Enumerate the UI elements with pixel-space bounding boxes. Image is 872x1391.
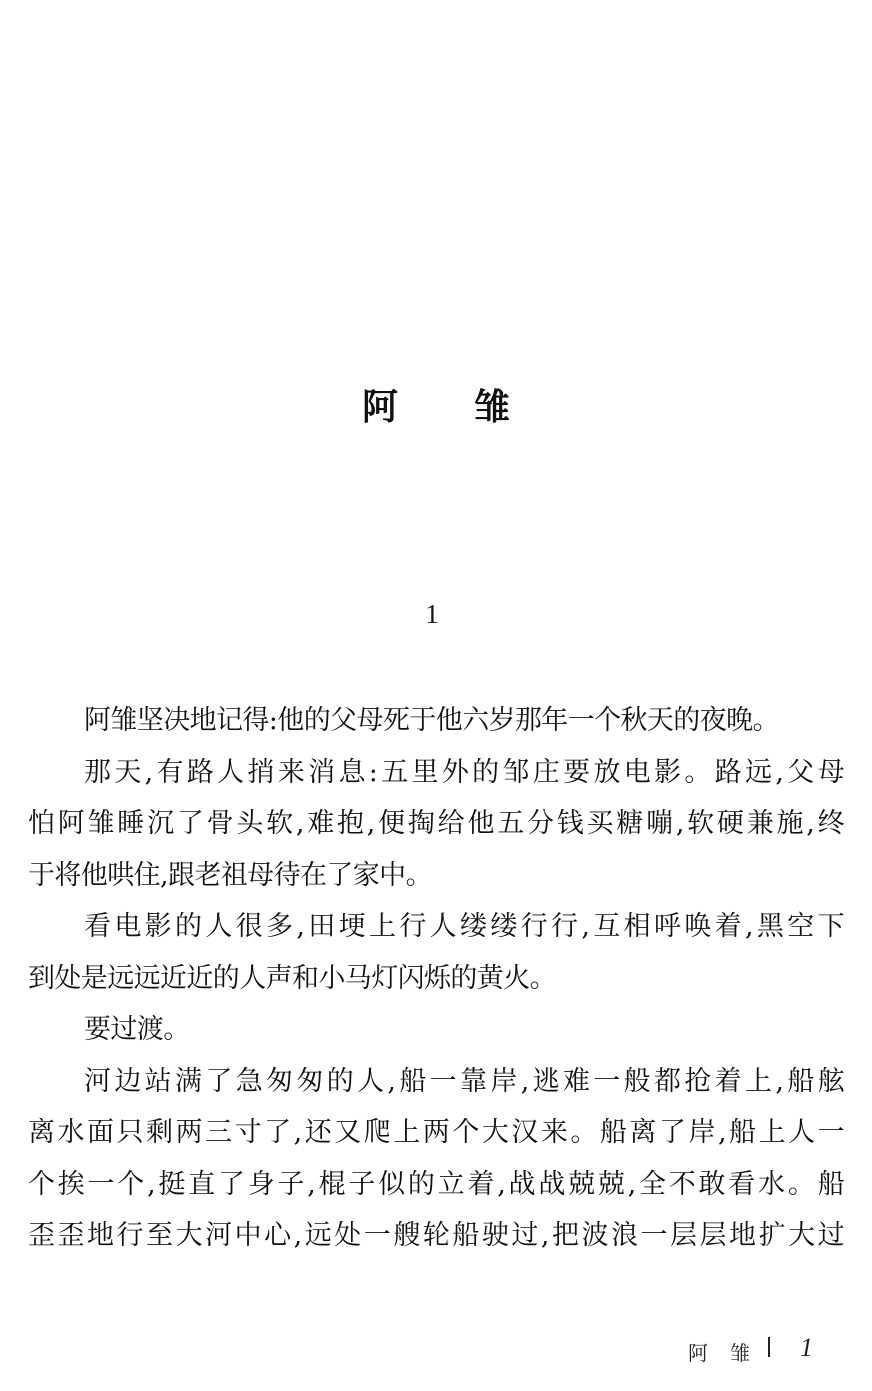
paragraph-4 xyxy=(28,1004,844,1056)
paragraph-1 xyxy=(28,695,844,747)
page-number: 1 xyxy=(800,1333,813,1362)
text-line: 看电影的人很多,田埂上行人缕缕行行,互相呼唤着,黑空下 xyxy=(84,911,844,942)
body-text xyxy=(28,695,844,1262)
chapter-title-char-2: 雏 xyxy=(473,387,510,428)
paragraph-3 xyxy=(28,901,844,1004)
paragraph-2 xyxy=(28,747,844,902)
chapter-title-char-1: 阿 xyxy=(361,387,398,428)
text-line: 于将他哄住,跟老祖母待在了家中。 xyxy=(28,859,432,891)
text-line: 歪歪地行至大河中心,远处一艘轮船驶过,把波浪一层层地扩大过 xyxy=(28,1220,844,1251)
text-line: 到处是远远近近的人声和小马灯闪烁的黄火。 xyxy=(28,962,556,994)
text-line: 那天,有路人捎来消息:五里外的邹庄要放电影。路远,父母 xyxy=(84,756,844,788)
text-line: 河边站满了急匆匆的人,船一靠岸,逃难一般都抢着上,船舷 xyxy=(84,1065,844,1097)
text-line: 离水面只剩两三寸了,还又爬上两个大汉来。船离了岸,船上人一 xyxy=(28,1117,844,1148)
footer-title-char-2: 雏 xyxy=(730,1340,750,1365)
text-line: 阿雏坚决地记得:他的父母死于他六岁那年一个秋天的夜晚。 xyxy=(84,705,779,736)
footer-divider xyxy=(768,1337,770,1357)
text-line: 个挨一个,挺直了身子,棍子似的立着,战战兢兢,全不敢看水。船 xyxy=(28,1168,844,1200)
paragraph-5 xyxy=(28,1056,844,1262)
chapter-title xyxy=(0,383,872,433)
footer-title-char-1: 阿 xyxy=(688,1340,708,1365)
text-line: 要过渡。 xyxy=(84,1014,190,1045)
running-footer xyxy=(688,1333,813,1369)
text-line: 怕阿雏睡沉了骨头软,难抱,便掏给他五分钱买糖嘣,软硬兼施,终 xyxy=(28,808,844,839)
section-number: 1 xyxy=(425,599,439,629)
